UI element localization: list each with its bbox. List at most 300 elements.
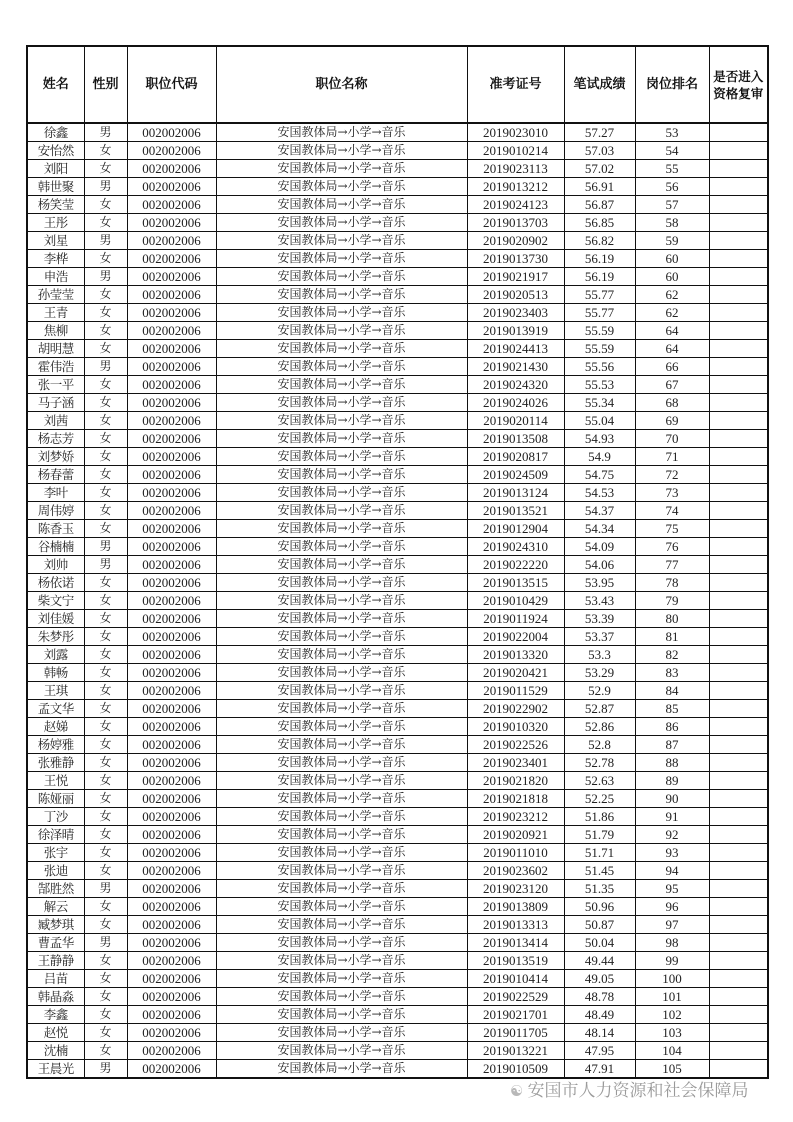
cell-name: 杨依诺 bbox=[27, 574, 84, 592]
cell-name: 陈娅丽 bbox=[27, 790, 84, 808]
cell-gender: 男 bbox=[84, 934, 127, 952]
cell-qualification-review bbox=[709, 484, 768, 502]
table-row bbox=[27, 178, 768, 196]
header-written-score: 笔试成绩 bbox=[564, 46, 635, 123]
table-row bbox=[27, 916, 768, 934]
cell-written-score: 52.87 bbox=[564, 700, 635, 718]
table-row bbox=[27, 808, 768, 826]
cell-written-score: 48.14 bbox=[564, 1024, 635, 1042]
table-row bbox=[27, 430, 768, 448]
cell-name: 胡明慧 bbox=[27, 340, 84, 358]
table-row bbox=[27, 394, 768, 412]
cell-gender: 女 bbox=[84, 826, 127, 844]
cell-position-name: 安国教体局→小学→音乐 bbox=[216, 628, 467, 646]
cell-qualification-review bbox=[709, 574, 768, 592]
cell-name: 刘佳媛 bbox=[27, 610, 84, 628]
cell-admission-number: 2019010429 bbox=[467, 592, 564, 610]
cell-position-code: 002002006 bbox=[127, 736, 216, 754]
cell-position-name: 安国教体局→小学→音乐 bbox=[216, 700, 467, 718]
cell-gender: 女 bbox=[84, 682, 127, 700]
cell-gender: 女 bbox=[84, 628, 127, 646]
table-row bbox=[27, 376, 768, 394]
cell-qualification-review bbox=[709, 790, 768, 808]
cell-gender: 女 bbox=[84, 754, 127, 772]
cell-position-name: 安国教体局→小学→音乐 bbox=[216, 358, 467, 376]
cell-qualification-review bbox=[709, 880, 768, 898]
cell-position-code: 002002006 bbox=[127, 466, 216, 484]
cell-written-score: 56.91 bbox=[564, 178, 635, 196]
cell-position-name: 安国教体局→小学→音乐 bbox=[216, 250, 467, 268]
cell-name: 王晨光 bbox=[27, 1060, 84, 1079]
cell-admission-number: 2019013809 bbox=[467, 898, 564, 916]
cell-position-name: 安国教体局→小学→音乐 bbox=[216, 1042, 467, 1060]
cell-gender: 女 bbox=[84, 1042, 127, 1060]
cell-name: 沈楠 bbox=[27, 1042, 84, 1060]
cell-name: 吕苗 bbox=[27, 970, 84, 988]
table-row bbox=[27, 322, 768, 340]
cell-position-rank: 70 bbox=[635, 430, 709, 448]
table-row bbox=[27, 304, 768, 322]
table-row bbox=[27, 628, 768, 646]
cell-position-rank: 67 bbox=[635, 376, 709, 394]
cell-written-score: 55.53 bbox=[564, 376, 635, 394]
cell-gender: 女 bbox=[84, 394, 127, 412]
cell-written-score: 52.86 bbox=[564, 718, 635, 736]
cell-name: 马子涵 bbox=[27, 394, 84, 412]
table-row bbox=[27, 790, 768, 808]
cell-gender: 女 bbox=[84, 466, 127, 484]
cell-qualification-review bbox=[709, 718, 768, 736]
table-row bbox=[27, 196, 768, 214]
cell-written-score: 56.19 bbox=[564, 268, 635, 286]
cell-position-name: 安国教体局→小学→音乐 bbox=[216, 682, 467, 700]
cell-admission-number: 2019013521 bbox=[467, 502, 564, 520]
cell-position-code: 002002006 bbox=[127, 970, 216, 988]
cell-qualification-review bbox=[709, 934, 768, 952]
cell-position-rank: 83 bbox=[635, 664, 709, 682]
cell-position-rank: 71 bbox=[635, 448, 709, 466]
cell-position-code: 002002006 bbox=[127, 682, 216, 700]
cell-admission-number: 2019021820 bbox=[467, 772, 564, 790]
cell-position-name: 安国教体局→小学→音乐 bbox=[216, 448, 467, 466]
cell-admission-number: 2019013919 bbox=[467, 322, 564, 340]
cell-position-rank: 100 bbox=[635, 970, 709, 988]
table-row bbox=[27, 988, 768, 1006]
cell-position-name: 安国教体局→小学→音乐 bbox=[216, 970, 467, 988]
cell-position-code: 002002006 bbox=[127, 862, 216, 880]
header-position-name: 职位名称 bbox=[216, 46, 467, 123]
cell-qualification-review bbox=[709, 520, 768, 538]
cell-written-score: 57.02 bbox=[564, 160, 635, 178]
cell-gender: 女 bbox=[84, 448, 127, 466]
cell-position-code: 002002006 bbox=[127, 520, 216, 538]
header-position-rank: 岗位排名 bbox=[635, 46, 709, 123]
cell-position-rank: 97 bbox=[635, 916, 709, 934]
table-row bbox=[27, 862, 768, 880]
cell-admission-number: 2019022004 bbox=[467, 628, 564, 646]
cell-gender: 女 bbox=[84, 592, 127, 610]
cell-position-name: 安国教体局→小学→音乐 bbox=[216, 1006, 467, 1024]
cell-position-rank: 89 bbox=[635, 772, 709, 790]
cell-gender: 男 bbox=[84, 358, 127, 376]
cell-written-score: 55.77 bbox=[564, 304, 635, 322]
cell-name: 谷楠楠 bbox=[27, 538, 84, 556]
table-row bbox=[27, 502, 768, 520]
cell-gender: 女 bbox=[84, 340, 127, 358]
cell-position-rank: 73 bbox=[635, 484, 709, 502]
cell-written-score: 56.19 bbox=[564, 250, 635, 268]
cell-name: 徐鑫 bbox=[27, 123, 84, 142]
cell-qualification-review bbox=[709, 754, 768, 772]
cell-qualification-review bbox=[709, 502, 768, 520]
cell-written-score: 48.78 bbox=[564, 988, 635, 1006]
cell-name: 赵悦 bbox=[27, 1024, 84, 1042]
cell-gender: 女 bbox=[84, 214, 127, 232]
cell-gender: 女 bbox=[84, 250, 127, 268]
cell-qualification-review bbox=[709, 844, 768, 862]
cell-position-name: 安国教体局→小学→音乐 bbox=[216, 1024, 467, 1042]
table-row bbox=[27, 286, 768, 304]
cell-qualification-review bbox=[709, 123, 768, 142]
cell-position-name: 安国教体局→小学→音乐 bbox=[216, 322, 467, 340]
cell-written-score: 51.45 bbox=[564, 862, 635, 880]
cell-admission-number: 2019013124 bbox=[467, 484, 564, 502]
cell-qualification-review bbox=[709, 862, 768, 880]
cell-gender: 女 bbox=[84, 520, 127, 538]
cell-written-score: 55.77 bbox=[564, 286, 635, 304]
cell-position-code: 002002006 bbox=[127, 304, 216, 322]
cell-position-rank: 60 bbox=[635, 268, 709, 286]
cell-position-rank: 88 bbox=[635, 754, 709, 772]
cell-position-code: 002002006 bbox=[127, 232, 216, 250]
cell-qualification-review bbox=[709, 970, 768, 988]
cell-qualification-review bbox=[709, 916, 768, 934]
cell-position-rank: 95 bbox=[635, 880, 709, 898]
cell-position-name: 安国教体局→小学→音乐 bbox=[216, 286, 467, 304]
cell-gender: 女 bbox=[84, 772, 127, 790]
cell-gender: 男 bbox=[84, 268, 127, 286]
cell-admission-number: 2019010509 bbox=[467, 1060, 564, 1079]
cell-gender: 女 bbox=[84, 898, 127, 916]
cell-written-score: 51.71 bbox=[564, 844, 635, 862]
table-row bbox=[27, 682, 768, 700]
table-row bbox=[27, 448, 768, 466]
cell-position-rank: 86 bbox=[635, 718, 709, 736]
cell-position-name: 安国教体局→小学→音乐 bbox=[216, 484, 467, 502]
cell-written-score: 51.79 bbox=[564, 826, 635, 844]
cell-name: 王琪 bbox=[27, 682, 84, 700]
cell-name: 王彤 bbox=[27, 214, 84, 232]
cell-position-code: 002002006 bbox=[127, 556, 216, 574]
cell-admission-number: 2019011924 bbox=[467, 610, 564, 628]
cell-qualification-review bbox=[709, 214, 768, 232]
cell-gender: 男 bbox=[84, 178, 127, 196]
cell-written-score: 53.3 bbox=[564, 646, 635, 664]
cell-position-name: 安国教体局→小学→音乐 bbox=[216, 808, 467, 826]
cell-admission-number: 2019013519 bbox=[467, 952, 564, 970]
table-row bbox=[27, 556, 768, 574]
cell-name: 刘梦娇 bbox=[27, 448, 84, 466]
cell-position-name: 安国教体局→小学→音乐 bbox=[216, 196, 467, 214]
cell-name: 张雅静 bbox=[27, 754, 84, 772]
cell-admission-number: 2019011529 bbox=[467, 682, 564, 700]
table-row bbox=[27, 214, 768, 232]
cell-name: 张一平 bbox=[27, 376, 84, 394]
table-row bbox=[27, 700, 768, 718]
cell-admission-number: 2019022902 bbox=[467, 700, 564, 718]
cell-position-code: 002002006 bbox=[127, 592, 216, 610]
cell-admission-number: 2019013320 bbox=[467, 646, 564, 664]
table-row bbox=[27, 754, 768, 772]
cell-position-name: 安国教体局→小学→音乐 bbox=[216, 268, 467, 286]
cell-qualification-review bbox=[709, 142, 768, 160]
table-row bbox=[27, 520, 768, 538]
table-row bbox=[27, 610, 768, 628]
cell-gender: 女 bbox=[84, 862, 127, 880]
header-gender: 性别 bbox=[84, 46, 127, 123]
cell-written-score: 53.95 bbox=[564, 574, 635, 592]
cell-position-name: 安国教体局→小学→音乐 bbox=[216, 340, 467, 358]
cell-position-code: 002002006 bbox=[127, 790, 216, 808]
cell-admission-number: 2019023602 bbox=[467, 862, 564, 880]
cell-written-score: 54.53 bbox=[564, 484, 635, 502]
cell-position-name: 安国教体局→小学→音乐 bbox=[216, 844, 467, 862]
table-row bbox=[27, 880, 768, 898]
cell-written-score: 54.93 bbox=[564, 430, 635, 448]
cell-qualification-review bbox=[709, 196, 768, 214]
cell-admission-number: 2019011010 bbox=[467, 844, 564, 862]
cell-position-code: 002002006 bbox=[127, 538, 216, 556]
cell-admission-number: 2019021430 bbox=[467, 358, 564, 376]
cell-written-score: 55.04 bbox=[564, 412, 635, 430]
cell-name: 刘露 bbox=[27, 646, 84, 664]
cell-written-score: 54.9 bbox=[564, 448, 635, 466]
cell-position-code: 002002006 bbox=[127, 952, 216, 970]
cell-gender: 男 bbox=[84, 232, 127, 250]
cell-position-code: 002002006 bbox=[127, 358, 216, 376]
cell-position-name: 安国教体局→小学→音乐 bbox=[216, 664, 467, 682]
cell-name: 柴文宁 bbox=[27, 592, 84, 610]
cell-name: 王青 bbox=[27, 304, 84, 322]
cell-admission-number: 2019020817 bbox=[467, 448, 564, 466]
cell-gender: 女 bbox=[84, 718, 127, 736]
cell-gender: 男 bbox=[84, 538, 127, 556]
cell-name: 焦柳 bbox=[27, 322, 84, 340]
cell-gender: 女 bbox=[84, 646, 127, 664]
cell-position-rank: 74 bbox=[635, 502, 709, 520]
cell-qualification-review bbox=[709, 466, 768, 484]
cell-position-name: 安国教体局→小学→音乐 bbox=[216, 142, 467, 160]
cell-name: 张宇 bbox=[27, 844, 84, 862]
cell-qualification-review bbox=[709, 250, 768, 268]
cell-gender: 女 bbox=[84, 484, 127, 502]
cell-position-code: 002002006 bbox=[127, 1060, 216, 1079]
cell-gender: 女 bbox=[84, 844, 127, 862]
cell-position-code: 002002006 bbox=[127, 1006, 216, 1024]
table-row bbox=[27, 574, 768, 592]
cell-position-code: 002002006 bbox=[127, 340, 216, 358]
header-qualification-review: 是否进入资格复审 bbox=[709, 46, 768, 123]
cell-position-code: 002002006 bbox=[127, 250, 216, 268]
cell-position-code: 002002006 bbox=[127, 412, 216, 430]
table-row bbox=[27, 268, 768, 286]
cell-admission-number: 2019020421 bbox=[467, 664, 564, 682]
cell-position-code: 002002006 bbox=[127, 1024, 216, 1042]
cell-position-rank: 58 bbox=[635, 214, 709, 232]
cell-written-score: 56.87 bbox=[564, 196, 635, 214]
cell-qualification-review bbox=[709, 682, 768, 700]
cell-gender: 男 bbox=[84, 1060, 127, 1079]
cell-written-score: 55.59 bbox=[564, 322, 635, 340]
cell-gender: 女 bbox=[84, 988, 127, 1006]
cell-name: 韩世聚 bbox=[27, 178, 84, 196]
cell-qualification-review bbox=[709, 286, 768, 304]
cell-admission-number: 2019013212 bbox=[467, 178, 564, 196]
cell-position-code: 002002006 bbox=[127, 718, 216, 736]
table-row bbox=[27, 1024, 768, 1042]
cell-position-code: 002002006 bbox=[127, 754, 216, 772]
cell-qualification-review bbox=[709, 322, 768, 340]
cell-position-name: 安国教体局→小学→音乐 bbox=[216, 430, 467, 448]
cell-position-code: 002002006 bbox=[127, 610, 216, 628]
cell-qualification-review bbox=[709, 358, 768, 376]
cell-position-code: 002002006 bbox=[127, 880, 216, 898]
cell-position-name: 安国教体局→小学→音乐 bbox=[216, 772, 467, 790]
cell-position-name: 安国教体局→小学→音乐 bbox=[216, 934, 467, 952]
cell-gender: 女 bbox=[84, 286, 127, 304]
cell-written-score: 54.75 bbox=[564, 466, 635, 484]
table-row bbox=[27, 664, 768, 682]
cell-position-code: 002002006 bbox=[127, 214, 216, 232]
cell-qualification-review bbox=[709, 988, 768, 1006]
cell-written-score: 52.9 bbox=[564, 682, 635, 700]
cell-written-score: 50.04 bbox=[564, 934, 635, 952]
cell-position-name: 安国教体局→小学→音乐 bbox=[216, 1060, 467, 1079]
cell-position-rank: 81 bbox=[635, 628, 709, 646]
cell-admission-number: 2019024413 bbox=[467, 340, 564, 358]
cell-admission-number: 2019013313 bbox=[467, 916, 564, 934]
cell-position-name: 安国教体局→小学→音乐 bbox=[216, 988, 467, 1006]
cell-gender: 女 bbox=[84, 808, 127, 826]
cell-admission-number: 2019013221 bbox=[467, 1042, 564, 1060]
cell-name: 王悦 bbox=[27, 772, 84, 790]
cell-position-name: 安国教体局→小学→音乐 bbox=[216, 376, 467, 394]
cell-position-rank: 62 bbox=[635, 304, 709, 322]
cell-qualification-review bbox=[709, 1024, 768, 1042]
table-row bbox=[27, 736, 768, 754]
cell-name: 刘星 bbox=[27, 232, 84, 250]
cell-written-score: 54.09 bbox=[564, 538, 635, 556]
cell-position-name: 安国教体局→小学→音乐 bbox=[216, 574, 467, 592]
cell-position-name: 安国教体局→小学→音乐 bbox=[216, 718, 467, 736]
cell-gender: 女 bbox=[84, 916, 127, 934]
cell-written-score: 48.49 bbox=[564, 1006, 635, 1024]
cell-position-rank: 77 bbox=[635, 556, 709, 574]
cell-qualification-review bbox=[709, 610, 768, 628]
table-row bbox=[27, 142, 768, 160]
cell-position-name: 安国教体局→小学→音乐 bbox=[216, 610, 467, 628]
cell-gender: 女 bbox=[84, 952, 127, 970]
cell-admission-number: 2019012904 bbox=[467, 520, 564, 538]
cell-position-rank: 98 bbox=[635, 934, 709, 952]
cell-admission-number: 2019020114 bbox=[467, 412, 564, 430]
cell-qualification-review bbox=[709, 556, 768, 574]
cell-qualification-review bbox=[709, 376, 768, 394]
cell-name: 臧梦琪 bbox=[27, 916, 84, 934]
cell-position-name: 安国教体局→小学→音乐 bbox=[216, 160, 467, 178]
cell-qualification-review bbox=[709, 736, 768, 754]
cell-position-code: 002002006 bbox=[127, 916, 216, 934]
cell-admission-number: 2019010320 bbox=[467, 718, 564, 736]
cell-qualification-review bbox=[709, 412, 768, 430]
cell-position-code: 002002006 bbox=[127, 178, 216, 196]
cell-name: 杨春蕾 bbox=[27, 466, 84, 484]
cell-admission-number: 2019023120 bbox=[467, 880, 564, 898]
cell-position-code: 002002006 bbox=[127, 286, 216, 304]
cell-qualification-review bbox=[709, 304, 768, 322]
cell-gender: 女 bbox=[84, 412, 127, 430]
cell-qualification-review bbox=[709, 772, 768, 790]
cell-gender: 男 bbox=[84, 880, 127, 898]
cell-admission-number: 2019013414 bbox=[467, 934, 564, 952]
cell-name: 韩畅 bbox=[27, 664, 84, 682]
cell-qualification-review bbox=[709, 430, 768, 448]
cell-position-code: 002002006 bbox=[127, 628, 216, 646]
cell-position-code: 002002006 bbox=[127, 664, 216, 682]
table-row bbox=[27, 952, 768, 970]
cell-name: 郜胜然 bbox=[27, 880, 84, 898]
header-position-code: 职位代码 bbox=[127, 46, 216, 123]
source-name: 安国市人力资源和社会保障局 bbox=[527, 1081, 749, 1101]
cell-qualification-review bbox=[709, 808, 768, 826]
header-name: 姓名 bbox=[27, 46, 84, 123]
table-row bbox=[27, 592, 768, 610]
cell-written-score: 56.85 bbox=[564, 214, 635, 232]
cell-position-code: 002002006 bbox=[127, 844, 216, 862]
cell-position-name: 安国教体局→小学→音乐 bbox=[216, 556, 467, 574]
cell-gender: 女 bbox=[84, 574, 127, 592]
table-row bbox=[27, 160, 768, 178]
cell-admission-number: 2019022526 bbox=[467, 736, 564, 754]
cell-position-code: 002002006 bbox=[127, 826, 216, 844]
cell-admission-number: 2019020513 bbox=[467, 286, 564, 304]
cell-admission-number: 2019023113 bbox=[467, 160, 564, 178]
cell-position-name: 安国教体局→小学→音乐 bbox=[216, 790, 467, 808]
cell-written-score: 53.29 bbox=[564, 664, 635, 682]
cell-qualification-review bbox=[709, 592, 768, 610]
cell-name: 申浩 bbox=[27, 268, 84, 286]
cell-written-score: 52.63 bbox=[564, 772, 635, 790]
cell-position-code: 002002006 bbox=[127, 160, 216, 178]
cell-qualification-review bbox=[709, 232, 768, 250]
cell-position-rank: 55 bbox=[635, 160, 709, 178]
cell-position-code: 002002006 bbox=[127, 898, 216, 916]
cell-position-code: 002002006 bbox=[127, 268, 216, 286]
table-row bbox=[27, 538, 768, 556]
cell-position-rank: 59 bbox=[635, 232, 709, 250]
cell-admission-number: 2019021818 bbox=[467, 790, 564, 808]
cell-name: 赵娣 bbox=[27, 718, 84, 736]
cell-position-rank: 104 bbox=[635, 1042, 709, 1060]
cell-position-rank: 96 bbox=[635, 898, 709, 916]
cell-admission-number: 2019022220 bbox=[467, 556, 564, 574]
cell-position-name: 安国教体局→小学→音乐 bbox=[216, 592, 467, 610]
cell-position-name: 安国教体局→小学→音乐 bbox=[216, 412, 467, 430]
cell-gender: 女 bbox=[84, 376, 127, 394]
cell-name: 刘阳 bbox=[27, 160, 84, 178]
cell-admission-number: 2019023401 bbox=[467, 754, 564, 772]
cell-position-name: 安国教体局→小学→音乐 bbox=[216, 646, 467, 664]
